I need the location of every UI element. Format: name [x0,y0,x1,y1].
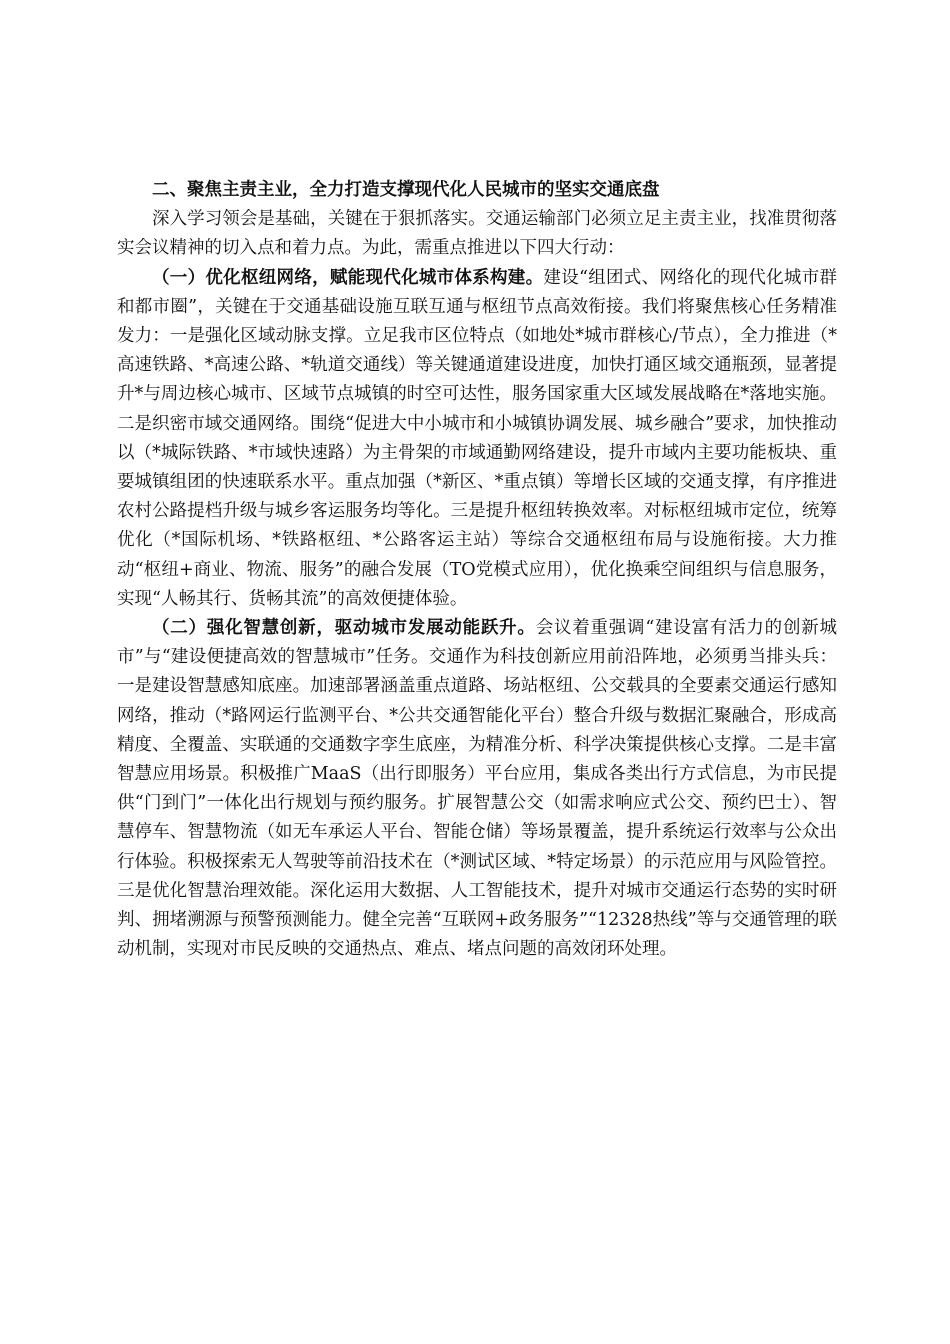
intro-paragraph: 深入学习领会是基础，关键在于狠抓落实。交通运输部门必须立足主责主业，找准贯彻落实会议精神的切入点和着力点。为此，需重点推进以下四大行动： [117,209,837,259]
section-2-lead: （二）强化智慧创新，驱动城市发展动能跃升。 [152,618,536,639]
section-1-body: 建设“组团式、网络化的现代化城市群和都市圈”，关键在于交通基础设施互联互通与枢纽节点高效衔接。我们将聚焦核心任务精准发力：一是强化区域动脉支撑。立足我市区位特点（如地处*城市群核心/节点），全力推进（*高速铁路、*高速公路、*轨道交通线）等关键通道建设进度，加快打通区域交通瓶颈，显著提升*与周边核心城市、区域节点城镇的时空可达性，服务国家重大区域发展战略在*落地实施。二是织密市域交通网络。围绕“促进大中小城市和小城镇协调发展、城乡融合”要求，加快推动以（*城际铁路、*市域快速路）为主骨架的市域通勤网络建设，提升市域内主要功能板块、重要城镇组团的快速联系水平。重点加强（*新区、*重点镇）等增长区域的交通支撑，有序推进农村公路提档升级与城乡客运服务均等化。三是提升枢纽转换效率。对标枢纽城市定位，统筹优化（*国际机场、*铁路枢纽、*公路客运主站）等综合交通枢纽布局与设施衔接。大力推动“枢纽+商业、物流、服务”的融合发展（TO党模式应用），优化换乘空间组织与信息服务，实现“人畅其行、货畅其流”的高效便捷体验。 [117,267,838,609]
section-2-body: 会议着重强调“建设富有活力的创新城市”与“建设便捷高效的智慧城市”任务。交通作为科技创新应用前沿阵地，必须勇当排头兵：一是建设智慧感知底座。加速部署涵盖重点道路、场站枢纽、公交载具的全要素交通运行感知网络，推动（*路网运行监测平台、*公共交通智能化平台）整合升级与数据汇聚融合，形成高精度、全覆盖、实联通的交通数字孪生底座，为精准分析、科学决策提供核心支撑。二是丰富智慧应用场景。积极推广MaaS（出行即服务）平台应用，集成各类出行方式信息，为市民提供“门到门”一体化出行规划与预约服务。扩展智慧公交（如需求响应式公交、预约巴士）、智慧停车、智慧物流（如无车承运人平台、智能仓储）等场景覆盖，提升系统运行效率与公众出行体验。积极探索无人驾驶等前沿技术在（*测试区域、*特定场景）的示范应用与风险管控。三是优化智慧治理效能。深化运用大数据、人工智能技术，提升对城市交通运行态势的实时研判、拥堵溯源与预警预测能力。健全完善“互联网+政务服务”“12328热线”等与交通管理的联动机制，实现对市民反映的交通热点、难点、堵点问题的高效闭环处理。 [117,618,837,960]
section-heading: 二、聚焦主责主业，全力打造支撑现代化人民城市的坚实交通底盘 [152,180,660,200]
document-page [117,176,837,964]
section-2-paragraph [117,614,837,964]
section-1-paragraph [117,264,837,614]
section-1-lead: （一）优化枢纽网络，赋能现代化城市体系构建。 [152,267,544,288]
